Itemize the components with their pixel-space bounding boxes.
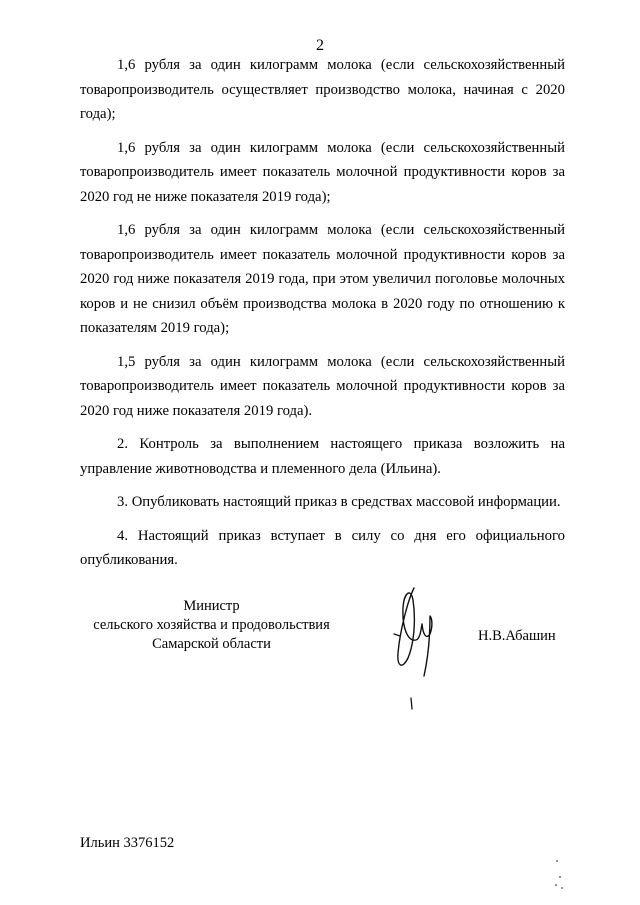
- paragraph-rate-productivity-maintained: 1,6 рубля за один килограмм молока (если сельскохозяйственный товаропроизводитель имеет показатель молочной продуктивности коров за 2020 год не ниже показателя 2019 года);: [80, 139, 565, 205]
- paragraph-rate-new-producer: 1,6 рубля за один килограмм молока (если сельскохозяйственный товаропроизводитель осуществляет производство молока, начиная с 2020 года);: [80, 57, 565, 122]
- paragraph-control-clause: 2. Контроль за выполнением настоящего приказа возложить на управление животноводства и племенного дела (Ильина).: [80, 436, 565, 477]
- signatory-position: [84, 597, 339, 654]
- paragraph-effective-date-clause: 4. Настоящий приказ вступает в силу со дня его официального опубликования.: [80, 527, 565, 568]
- paragraph-rate-productivity-decreased: 1,5 рубля за один килограмм молока (если сельскохозяйственный товаропроизводитель имеет показатель молочной продуктивности коров за 2020 год ниже показателя 2019 года).: [80, 353, 565, 419]
- signatory-region: Самарской области: [152, 636, 271, 652]
- signatory-title: Министр: [183, 598, 240, 614]
- page-number: 2: [316, 37, 324, 54]
- signer-name: Н.В.Абашин: [478, 628, 556, 644]
- document-body: [80, 53, 565, 582]
- signatory-ministry: сельского хозяйства и продовольствия: [93, 617, 330, 633]
- executor-footer: Ильин 3376152: [80, 835, 175, 851]
- paragraph-rate-herd-increased: 1,6 рубля за один килограмм молока (если сельскохозяйственный товаропроизводитель имеет показатель молочной продуктивности коров за 2020 год ниже показателя 2019 года, при этом увеличил поголовье молочных коров и не снизил объём производства молока в 2020 году по отношению к показателям 2019 года);: [80, 222, 565, 336]
- paragraph-publication-clause: 3. Опубликовать настоящий приказ в средствах массовой информации.: [117, 494, 561, 510]
- handwritten-signature: [386, 578, 456, 718]
- scan-artifact-marks: [548, 855, 568, 900]
